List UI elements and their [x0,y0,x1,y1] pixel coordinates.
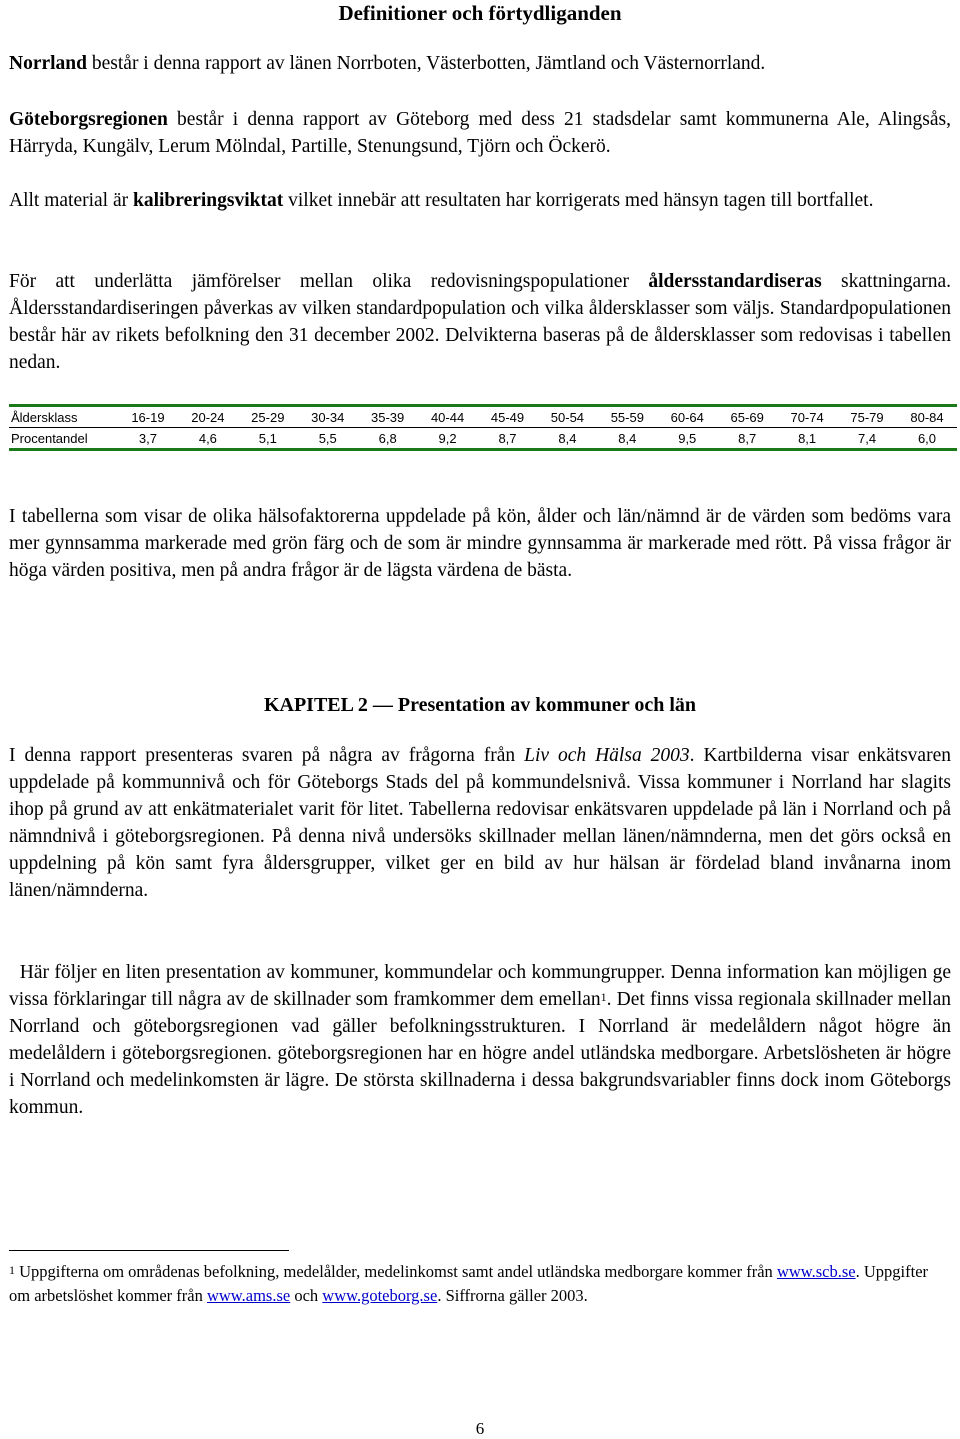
paragraph-rapport [9,742,951,904]
row-label-procentandel: Procentandel [11,430,88,446]
page-number: 6 [475,1419,485,1438]
table-cell: 50-54 [537,406,597,428]
table-cell: 4,6 [198,430,217,446]
table-cell: 30-34 [298,406,358,428]
footnote-number: 1 [9,1263,15,1277]
age-distribution-table [9,404,957,451]
table-cell: 65-69 [717,406,777,428]
paragraph-text: består i denna rapport av länen Norrboten, Västerbotten, Jämtland och Västernorrland. [87,53,766,74]
footnote-text: . Uppgifter om arbetslöshet kommer från [9,1262,929,1305]
table-cell: 80-84 [897,406,957,428]
chapter-heading: KAPITEL 2 — Presentation av kommuner och län [263,694,697,716]
footnote [9,1260,951,1308]
table-cell: 5,1 [258,430,277,446]
table-cell: 6,8 [378,430,397,446]
paragraph-text: För att underlätta jämförelser mellan olika redovisningspopulationer [9,271,649,292]
term-norrland: Norrland [9,53,87,74]
footnote-text: . Siffrorna gäller 2003. [437,1286,588,1305]
paragraph-text: består i denna rapport av Göteborg med dess 21 stadsdelar samt kommunerna Ale, Alingsås, Härryda, Kungälv, Lerum Mölndal, Partille, Stenungsund, Tjörn och Öckerö. [9,109,951,157]
paragraph-text: . Det finns vissa regionala skillnader mellan Norrland och göteborgsregionen vad gäller befolkningsstrukturen. I Norrland är medelåldern något högre än medelåldern i göteborgsregionen. göteborgsregionen har en högre andel utländska medborgare. Arbetslösheten är högre i Norrland och medelinkomsten är lägre. De största skillnaderna i dessa bakgrundsvariabler finns dock inom Göteborgs kommun. [9,989,956,1118]
link-scb[interactable]: www.scb.se [776,1262,856,1281]
table-cell: 8,4 [618,430,637,446]
footnote-divider [9,1250,289,1251]
paragraph-text: I denna rapport presenteras svaren på några av frågorna från [9,745,525,766]
footnote-text: Uppgifterna om områdenas befolkning, medelålder, medelinkomst samt andel utländska medborgare kommer från [15,1262,777,1281]
table-cell: 8,4 [558,430,577,446]
paragraph-text: Här följer en liten presentation av kommuner, kommundelar och kommungrupper. Denna information kan möjligen ge vissa förklaringar till några av de skillnader som framkommer dem emellan [9,962,956,1010]
paragraph-text: vilket innebär att resultaten har korrigerats med hänsyn tagen till bortfallet. [283,190,874,211]
table-cell: 8,7 [738,430,757,446]
table-cell: 25-29 [238,406,298,428]
table-cell: 60-64 [657,406,717,428]
table-cell: 40-44 [418,406,478,428]
paragraph-presentation [9,959,956,1121]
table-cell: 7,4 [857,430,877,446]
table-cell: 8,7 [498,430,517,446]
term-kalibreringsviktat: kalibreringsviktat [133,190,284,211]
paragraph-table-colors: I tabellerna som visar de olika hälsofaktorerna uppdelade på kön, ålder och län/nämnd är de värden som bedöms vara mer gynnsamma markerade med grön färg och de som är mindre gynnsamma är markerade med rött. På vissa frågor är höga värden positiva, men på andra frågor är de lägsta värdena de bästa. [9,506,951,581]
table-cell: 70-74 [777,406,837,428]
paragraph-text: Allt material är [9,190,133,211]
table-row-age-classes [9,406,957,428]
table-row-percentages [9,428,957,450]
section-heading: Definitioner och förtydliganden [338,1,622,25]
table-cell: 6,0 [917,430,937,446]
paragraph-goteborgsregionen [9,106,951,160]
table-cell: 20-24 [178,406,238,428]
term-goteborgsregionen: Göteborgsregionen [9,109,168,130]
table-cell: 8,1 [798,430,817,446]
paragraph-text: skattningarna. Åldersstandardiseringen påverkas av vilken standardpopulation och vilka åldersklasser som väljs. Standardpopulationen består här av rikets befolkning den 31 december 2002. Delvikterna baseras på de åldersklasser som redovisas i tabellen nedan. [9,271,951,373]
table-cell: 75-79 [837,406,897,428]
table-cell: 9,5 [678,430,697,446]
table-cell: 45-49 [478,406,538,428]
footnote-text: och [290,1286,323,1305]
table-cell: 16-19 [118,406,178,428]
table-cell: 55-59 [597,406,657,428]
table-cell: 35-39 [358,406,418,428]
publication-title: Liv och Hälsa 2003 [524,745,690,766]
paragraph-kalibrering [9,187,951,214]
table-cell: 3,7 [138,430,157,446]
term-aldersstandardiseras: åldersstandardiseras [648,271,822,292]
footnote-ref[interactable]: 1 [600,990,607,1004]
link-goteborg[interactable]: www.goteborg.se [322,1286,438,1305]
paragraph-norrland [9,50,951,77]
table-cell: 9,2 [438,430,457,446]
row-label-aldersklass: Åldersklass [9,406,118,428]
paragraph-text: . Kartbilderna visar enkätsvaren uppdelade på kommunnivå och för Göteborgs Stads del på kommundelsnivå. Vissa kommuner i Norrland har slagits ihop på grund av att enkätmaterialet varit för litet. Tabellerna redovisar enkätsvaren uppdelade på län i Norrland och på nämndnivå i göteborgsregionen. På denna nivå undersöks skillnader mellan länen/nämnderna, men det görs också en uppdelning på kön samt fyra åldersgrupper, vilket ger en bild av hur hälsan är fördelad bland invånarna inom länen/nämnderna. [9,745,951,901]
link-ams[interactable]: www.ams.se [206,1286,291,1305]
paragraph-aldersstandardisering [9,268,951,376]
table-cell: 5,5 [318,430,337,446]
